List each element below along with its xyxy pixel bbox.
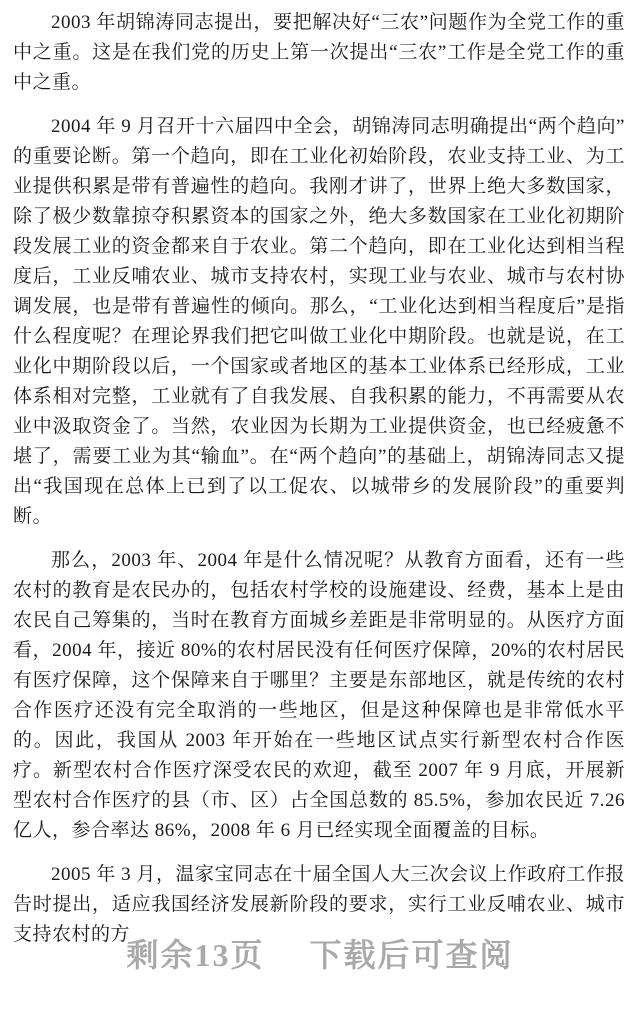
paragraph-4: 2005 年 3 月，温家宝同志在十届全国人大三次会议上作政府工作报告时提出，适应我国经济发展新阶段的要求，实行工业反哺农业、城市支持农村的方: [13, 864, 625, 945]
paragraph-3: 那么，2003 年、2004 年是什么情况呢？从教育方面看，还有一些农村的教育是农民办的，包括农村学校的设施建设、经费，基本上是由农民自己筹集的，当时在教育方面城乡差距是非常明显的。从医疗方面看，2004 年，接近 80%的农村居民没有任何医疗保障，20%的农村居民有医疗保障，这个保障来自于哪里？主要是东部地区，就是传统的农村合作医疗还没有完全取消的一些地区，但是这种保障也是非常低水平的。因此，我国从 2003 年开始在一些地区试点实行新型农村合作医疗。新型农村合作医疗深受农民的欢迎，截至 2007 年 9 月底，开展新型农村合作医疗的县（市、区）占全国总数的 85.5%，参加农民近 7.26 亿人，参合率达 86%，2008 年 6 月已经实现全面覆盖的目标。: [13, 550, 625, 841]
remaining-pages-banner: [0, 936, 640, 974]
paragraph-1: 2003 年胡锦涛同志提出，要把解决好“三农”问题作为全党工作的重中之重。这是在我们党的历史上第一次提出“三农”工作是全党工作的重中之重。: [13, 12, 625, 93]
download-hint-label: 下载后可查阅: [309, 937, 514, 973]
remaining-pages-label: 剩余13页: [126, 937, 265, 973]
paragraph-2: 2004 年 9 月召开十六届四中全会，胡锦涛同志明确提出“两个趋向”的重要论断。第一个趋向，即在工业化初始阶段，农业支持工业、为工业提供积累是带有普遍性的趋向。我刚才讲了，世界上绝大多数国家，除了极少数靠掠夺积累资本的国家之外，绝大多数国家在工业化初期阶段发展工业的资金都来自于农业。第二个趋向，即在工业化达到相当程度后，工业反哺农业、城市支持农村，实现工业与农业、城市与农村协调发展，也是带有普遍性的倾向。那么，“工业化达到相当程度后”是指什么程度呢？在理论界我们把它叫做工业化中期阶段。也就是说，在工业化中期阶段以后，一个国家或者地区的基本工业体系已经形成，工业体系相对完整，工业就有了自我发展、自我积累的能力，不再需要从农业中汲取资金了。当然，农业因为长期为工业提供资金，也已经疲惫不堪了，需要工业为其“输血”。在“两个趋向”的基础上，胡锦涛同志又提出“我国现在总体上已到了以工促农、以城带乡的发展阶段”的重要判断。: [13, 116, 625, 527]
